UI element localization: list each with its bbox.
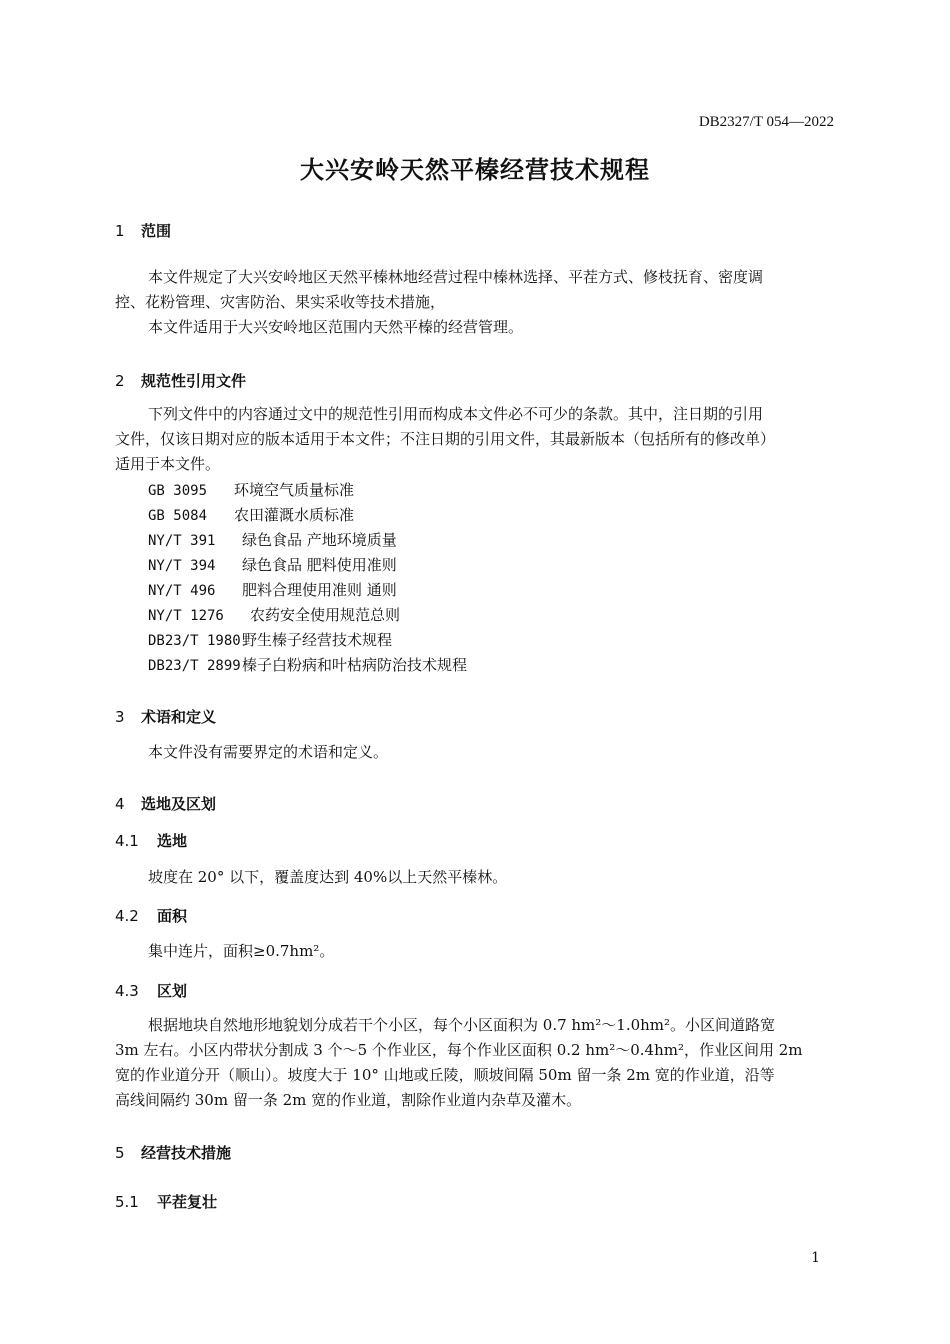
reference-item <box>148 503 354 528</box>
reference-code: NY/T 391 <box>148 533 216 549</box>
reference-code: NY/T 496 <box>148 583 216 599</box>
reference-item <box>148 603 400 628</box>
section-number: 3 <box>115 708 125 726</box>
text-line: 3m 左右。小区内带状分割成 3 个～5 个作业区，每个作业区面积 0.2 hm²～0.4hm²，作业区间用 2m <box>115 1041 803 1059</box>
subsection-number: 4.1 <box>115 832 139 850</box>
paragraph-area <box>115 939 835 964</box>
text-line: 根据地块自然地形地貌划分成若干个小区，每个小区面积为 0.7 hm²～1.0hm²。小区间道路宽 <box>148 1016 776 1034</box>
subsection-title: 面积 <box>157 907 188 925</box>
reference-code: DB23/T 2899 <box>148 658 241 674</box>
reference-name: 绿色食品 产地环境质量 <box>242 531 397 549</box>
section-number: 4 <box>115 795 125 813</box>
section-title: 规范性引用文件 <box>141 372 247 390</box>
reference-code: NY/T 394 <box>148 558 216 574</box>
reference-item <box>148 553 397 578</box>
paragraph-zoning <box>115 1013 835 1113</box>
reference-code: GB 5084 <box>148 508 208 524</box>
reference-name: 环境空气质量标准 <box>234 481 355 499</box>
section-title: 经营技术措施 <box>141 1144 232 1162</box>
reference-name: 农田灌溉水质标准 <box>234 506 355 524</box>
paragraph-site-selection <box>115 865 835 890</box>
reference-code: GB 3095 <box>148 483 208 499</box>
text-line: 本文件规定了大兴安岭地区天然平榛林地经营过程中榛林选择、平茬方式、修枝抚育、密度调 <box>148 268 764 286</box>
section-heading-5 <box>115 1142 231 1163</box>
reference-name: 榛子白粉病和叶枯病防治技术规程 <box>242 656 468 674</box>
section-number: 5 <box>115 1144 125 1162</box>
text-line: 控、花粉管理、灾害防治、果实采收等技术措施， <box>115 293 446 311</box>
reference-item <box>148 628 392 653</box>
text-line: 下列文件中的内容通过文中的规范性引用而构成本文件必不可少的条款。其中，注日期的引用 <box>148 405 764 423</box>
reference-item <box>148 478 354 503</box>
section-title: 范围 <box>141 222 172 240</box>
subsection-heading-4-1 <box>115 830 187 851</box>
paragraph-terms <box>115 740 835 765</box>
section-heading-4 <box>115 793 216 814</box>
reference-item <box>148 578 397 603</box>
text-line: 文件，仅该日期对应的版本适用于本文件；不注日期的引用文件，其最新版本（包括所有的修改单） <box>115 430 776 448</box>
section-heading-2 <box>115 370 246 391</box>
subsection-number: 5.1 <box>115 1193 139 1211</box>
subsection-title: 区划 <box>157 982 188 1000</box>
section-number: 1 <box>115 222 125 240</box>
reference-name: 野生榛子经营技术规程 <box>242 631 393 649</box>
text-line: 高线间隔约 30m 留一条 2m 宽的作业道，割除作业道内杂草及灌木。 <box>115 1091 582 1109</box>
paragraph-scope <box>115 265 835 340</box>
text-line: 坡度在 20° 以下，覆盖度达到 40%以上天然平榛林。 <box>148 868 508 886</box>
reference-item <box>148 528 397 553</box>
document-code: DB2327/T 054—2022 <box>698 114 834 130</box>
text-line: 本文件适用于大兴安岭地区范围内天然平榛的经营管理。 <box>148 318 524 336</box>
reference-code: DB23/T 1980 <box>148 633 241 649</box>
subsection-number: 4.3 <box>115 982 139 1000</box>
page-number: 1 <box>811 1250 820 1266</box>
reference-item <box>148 653 467 678</box>
subsection-title: 平茬复壮 <box>157 1193 218 1211</box>
text-line: 适用于本文件。 <box>115 455 221 473</box>
section-heading-3 <box>115 706 216 727</box>
reference-name: 农药安全使用规范总则 <box>250 606 401 624</box>
text-line: 宽的作业道分开（顺山）。坡度大于 10° 山地或丘陵，顺坡间隔 50m 留一条 2m 宽的作业道，沿等 <box>115 1066 775 1084</box>
page-title: 大兴安岭天然平榛经营技术规程 <box>300 156 650 184</box>
section-heading-1 <box>115 220 171 241</box>
section-title: 选地及区划 <box>141 795 217 813</box>
subsection-heading-5-1 <box>115 1191 217 1212</box>
subsection-heading-4-3 <box>115 980 187 1001</box>
subsection-heading-4-2 <box>115 905 187 926</box>
text-line: 集中连片，面积≥0.7hm²。 <box>148 942 335 960</box>
text-line: 本文件没有需要界定的术语和定义。 <box>148 743 389 761</box>
section-number: 2 <box>115 372 125 390</box>
reference-code: NY/T 1276 <box>148 608 224 624</box>
paragraph-references <box>115 402 835 477</box>
reference-name: 肥料合理使用准则 通则 <box>242 581 397 599</box>
subsection-title: 选地 <box>157 832 188 850</box>
subsection-number: 4.2 <box>115 907 139 925</box>
section-title: 术语和定义 <box>141 708 217 726</box>
reference-name: 绿色食品 肥料使用准则 <box>242 556 397 574</box>
